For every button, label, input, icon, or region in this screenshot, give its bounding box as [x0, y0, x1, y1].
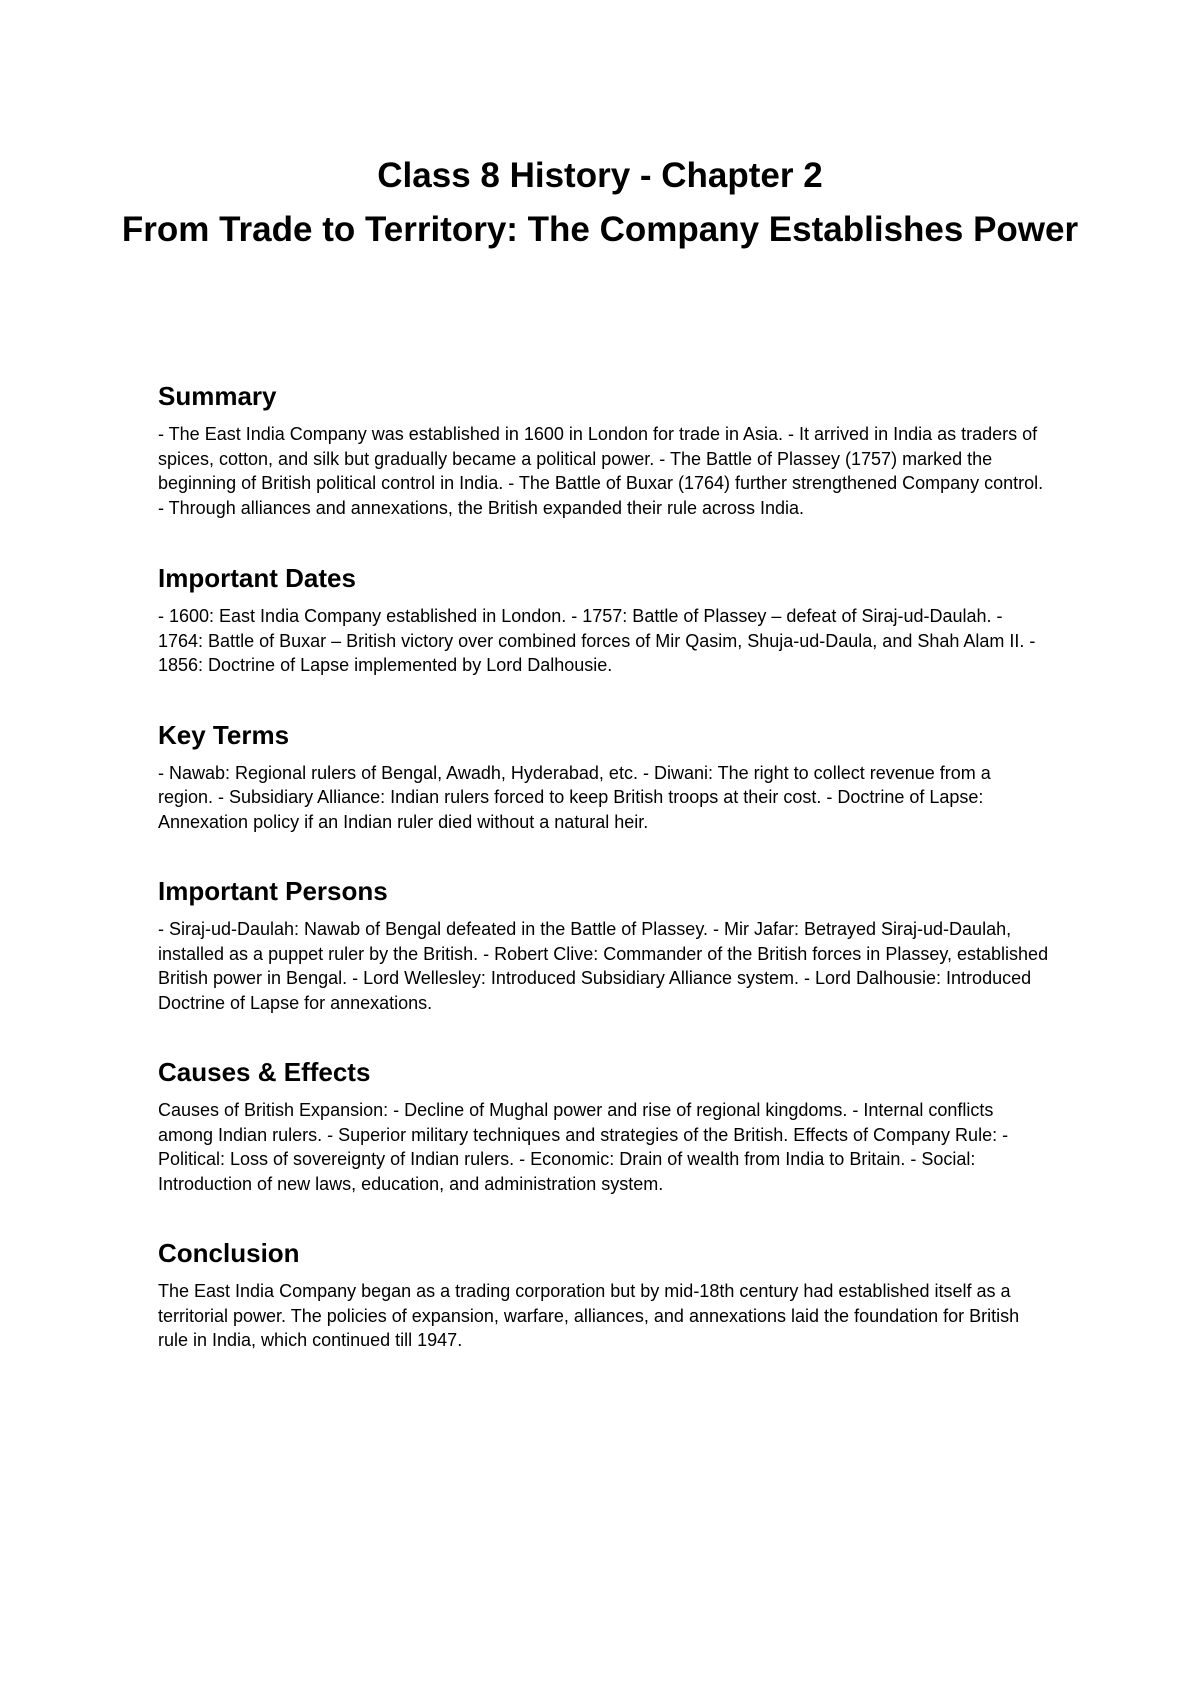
- section-heading: Conclusion: [158, 1238, 300, 1268]
- title-line-1: Class 8 History - Chapter 2: [377, 156, 823, 195]
- section-heading: Important Persons: [158, 876, 388, 906]
- section-conclusion: [158, 1237, 1050, 1353]
- section-body: The East India Company began as a trading corporation but by mid-18th century had established itself as a territorial power. The policies of expansion, warfare, alliances, and annexations laid the foundation for British rule in India, which continued till 1947.: [158, 1281, 1020, 1350]
- section-body: - Siraj-ud-Daulah: Nawab of Bengal defeated in the Battle of Plassey. - Mir Jafar: Betrayed Siraj-ud-Daulah, installed as a puppet ruler by the British. - Robert Clive: Commander of the British forces in Plassey, established British power in Bengal. - Lord Wellesley: Introduced Subsidiary Alliance system. - Lord Dalhousie: Introduced Doctrine of Lapse for annexations.: [158, 919, 1049, 1013]
- title-line-2: From Trade to Territory: The Company Establishes Power: [121, 210, 1079, 249]
- section-important-persons: [158, 875, 1050, 1015]
- section-body: Causes of British Expansion: - Decline of Mughal power and rise of regional kingdoms. - Internal conflicts among Indian rulers. - Superior military techniques and strategies of the British. Effects of Company Rule: - Political: Loss of sovereignty of Indian rulers. - Economic: Drain of wealth from India to Britain. - Social: Introduction of new laws, education, and administration system.: [158, 1100, 1009, 1194]
- section-important-dates: [158, 562, 1050, 678]
- document-title: [100, 154, 1100, 252]
- section-body: - Nawab: Regional rulers of Bengal, Awadh, Hyderabad, etc. - Diwani: The right to collect revenue from a region. - Subsidiary Alliance: Indian rulers forced to keep British troops at their cost. - Doctrine of Lapse: Annexation policy if an Indian ruler died without a natural heir.: [158, 762, 991, 832]
- section-heading: Key Terms: [158, 719, 290, 750]
- section-heading: Important Dates: [158, 563, 356, 593]
- section-body: - 1600: East India Company established in London. - 1757: Battle of Plassey – defeat of Siraj-ud-Daulah. - 1764: Battle of Buxar – British victory over combined forces of Mir Qasim, Shuja-ud-Daula, and Shah Alam II. - 1856: Doctrine of Lapse implemented by Lord Dalhousie.: [158, 606, 1036, 675]
- section-summary: [158, 380, 1050, 520]
- section-heading: Summary: [158, 381, 277, 411]
- section-body: - The East India Company was established in 1600 in London for trade in Asia. - It arrived in India as traders of spices, cotton, and silk but gradually became a political power. - The Battle of Plassey (1757) marked the beginning of British political control in India. - The Battle of Buxar (1764) further strengthened Company control. - Through alliances and annexations, the British expanded their rule across India.: [158, 424, 1044, 518]
- section-causes-effects: [158, 1056, 1050, 1196]
- section-heading: Causes & Effects: [158, 1057, 371, 1087]
- section-key-terms: [158, 719, 1050, 835]
- document-content: [158, 380, 1050, 1353]
